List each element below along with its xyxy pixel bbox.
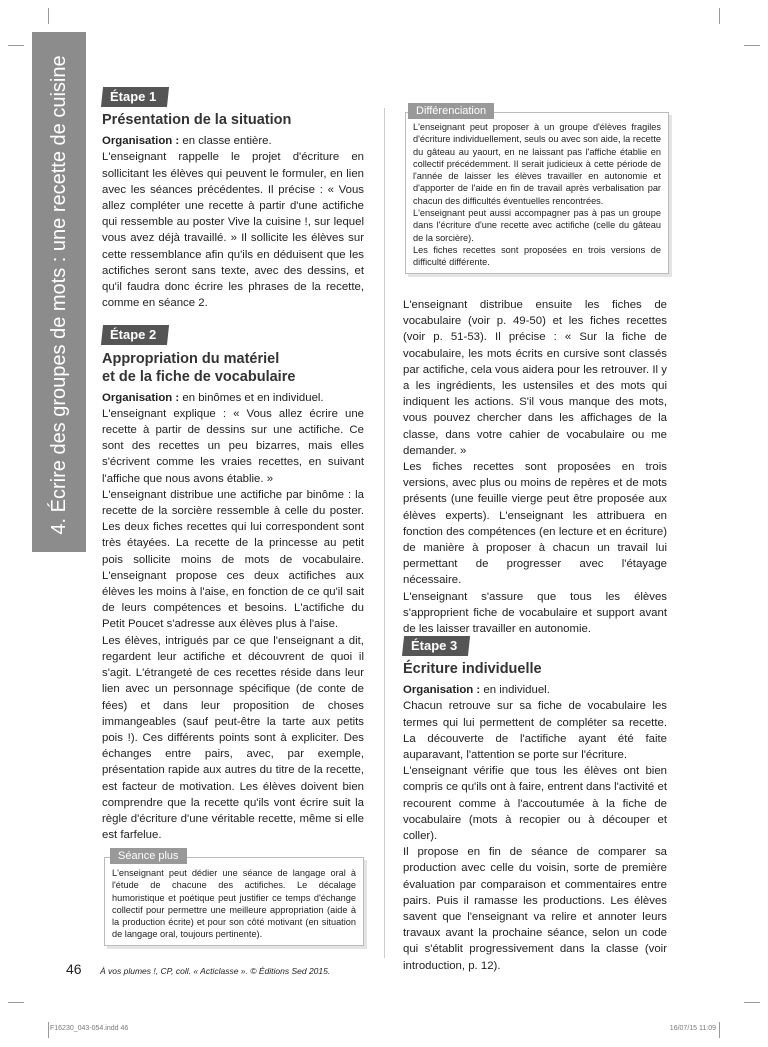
right-paragraph: L'enseignant distribue ensuite les fiches de vocabulaire (voir p. 49-50) et les fiches recettes (voir p. 51-53). Il précise : « Sur la fiche de vocabulaire, les mots écrits en cursive sont classés par actifiche, cela vous aidera pour les retrouver. Il y a les ingrédients, les ustensiles et des mots qui indiquent les actions. S'il vous manque des mots, vous pouvez chercher dans les affichages de la classe, dans votre cahier de vocabulaire ou me demander. » — [403, 299, 667, 457]
etape-3-paragraph: Il propose en fin de séance de comparer sa production avec celle du voisin, sorte de première évaluation par comparaison et commentaires entre pairs. Puis il ramasse les productions. Les élèves savent que l'enseignant va relire et annoter leurs travaux avant la prochaine séance, selon un code qui s'établit progressivement dans la classe (voir introduction, p. 12). — [403, 846, 667, 972]
page-number: 46 — [66, 961, 82, 977]
differenciation-paragraph: L'enseignant peut aussi accompagner pas à pas un groupe dans l'écriture d'une recette avec actifiche (celle du gâteau de la sorcière). — [413, 208, 661, 243]
etape-2-paragraph: L'enseignant distribue une actifiche par binôme : la recette de la sorcière ressemble à celle du poster. Les deux fiches recettes qui lui correspondent sont très étayées. La recette de la princesse au petit pois sollicite moins de mots de vocabulaire. L'enseignant propose ces deux actifiches aux élèves les moins à l'aise, en fonction de ce qu'il sait de leurs compétences et besoins. L'actifiche du Petit Poucet s'adresse aux élèves plus à l'aise. — [102, 488, 364, 631]
etape-1-title: Présentation de la situation — [102, 112, 292, 129]
right-column — [403, 297, 667, 637]
file-info-right: 16/07/15 11:09 — [669, 1025, 716, 1032]
left-column — [102, 87, 364, 843]
seance-plus-box — [104, 857, 364, 946]
copyright-reference: À vos plumes !, CP, coll. « Acticlasse ». © Éditions Sed 2015. — [100, 966, 331, 976]
etape-2-paragraph: Les élèves, intrigués par ce que l'enseignant a dit, regardent leur actifiche et découvrent de quoi il s'agit. L'étrangeté de ces recettes réside dans leur lien avec un personnage spécifique (de conte de fées) et dans leur proposition de choses immangeables (sauf peut-être la tarte aux petits pois !). Ces différents points sont à expliciter. Des échanges entre pairs, avec, par exemple, présentation rapide aux autres du titre de la recette, est facteur de motivation. Les élèves doivent bien comprendre que la recette qu'ils vont écrire suit la règle d'écriture d'une véritable recette, même si elle est farfelue. — [102, 634, 364, 842]
crop-mark — [719, 1022, 720, 1038]
etape-2-paragraph: L'enseignant explique : « Vous allez écrire une recette à partir de dessins sur une actifiche. Ce sont des recettes un peu bizarres, mais elles s'écrivent comme les vraies recettes, en suivant l'affiche que nous avons établie. » — [102, 407, 364, 485]
crop-mark — [8, 45, 24, 46]
etape-1-organisation: Organisation : en classe entière. — [102, 135, 272, 148]
differenciation-paragraph: L'enseignant peut proposer à un groupe d'élèves fragiles d'écriture individuellement, seuls ou avec son aide, la recette du gâteau au yaourt, en ne laissant pas l'affiche établie en collectif précédemment. Il serait judicieux à cette période de l'année de laisser les élèves travailler en autonomie et d'apporter de l'aide en fin de travail après verbalisation par chacun des difficultés éventuelles rencontrées. — [413, 122, 661, 206]
etape-3-section — [403, 636, 667, 974]
crop-mark — [8, 1002, 24, 1003]
etape-3-title: Écriture individuelle — [403, 661, 542, 678]
crop-mark — [744, 45, 760, 46]
seance-plus-tab: Séance plus — [110, 848, 187, 864]
differenciation-paragraph: Les fiches recettes sont proposées en trois versions de difficulté différente. — [413, 244, 661, 268]
seance-plus-text: L'enseignant peut dédier une séance de langage oral à l'étude de chacune des actifiches. Le décalage humoristique et poétique peut justifier ce temps d'échange collectif pour permettre une meilleure appropriation (aide à la production écrite) et pour son côté motivant (en situation de langage oral, toujours pertinente). — [112, 868, 356, 940]
crop-mark — [48, 8, 49, 24]
etape-2-organisation: Organisation : en binômes et en individuel. — [102, 391, 324, 404]
etape-1-paragraph: L'enseignant rappelle le projet d'écriture en sollicitant les élèves qui peuvent le formuler, en lien avec les séances précédentes. Il précise : « Vous allez compléter une recette à partir d'une actifiche qui ressemble au poster Vive la cuisine !, sur lequel vous avez déjà travaillé. » Il sollicite les élèves sur cette ressemblance afin qu'ils en déduisent que les actifiches seront sans texte, avec des dessins, et qu'il faudra donc écrire les phrases de la recette, comme en séance 2. — [102, 151, 364, 310]
etape-3-paragraph: L'enseignant vérifie que tous les élèves ont bien compris ce qu'ils ont à faire, entrent dans l'activité et recourent comme à l'accoutumée à la fiche de vocabulaire (mots à recopier ou à découper et coller). — [403, 765, 667, 843]
file-info-left: F16230_043-054.indd 46 — [50, 1025, 129, 1032]
chapter-title: 4. Écrire des groupes de mots : une recette de cuisine — [48, 55, 70, 535]
crop-mark — [744, 1002, 760, 1003]
crop-mark — [48, 1022, 49, 1038]
right-paragraph: L'enseignant s'assure que tous les élèves s'approprient fiche de vocabulaire et support avant de les laisser travailler en autonomie. — [403, 590, 667, 636]
differenciation-tab: Différenciation — [408, 103, 494, 119]
etape-2-title: Appropriation du matériel et de la fiche de vocabulaire — [102, 350, 296, 385]
etape-2-tag: Étape 2 — [101, 325, 169, 345]
crop-mark — [719, 8, 720, 24]
etape-3-paragraph: Chacun retrouve sur sa fiche de vocabulaire les termes qui lui permettent de compléter sa recette. La découverte de l'actifiche ayant été faite auparavant, l'attention se porte sur l'écriture. — [403, 700, 667, 762]
etape-1-tag: Étape 1 — [101, 87, 169, 107]
column-divider — [384, 108, 385, 958]
etape-3-tag: Étape 3 — [402, 636, 470, 656]
differenciation-box — [405, 112, 669, 274]
right-paragraph: Les fiches recettes sont proposées en trois versions, avec plus ou moins de repères et de mots présents (une feuille vierge peut être proposée aux élèves experts). L'enseignant les attribuera en fonction des compétences (en lecture et en écriture) de manière à proposer à chacun un travail lui permettant de progresser avec l'étayage nécessaire. — [403, 461, 667, 587]
etape-3-organisation: Organisation : en individuel. — [403, 684, 550, 697]
